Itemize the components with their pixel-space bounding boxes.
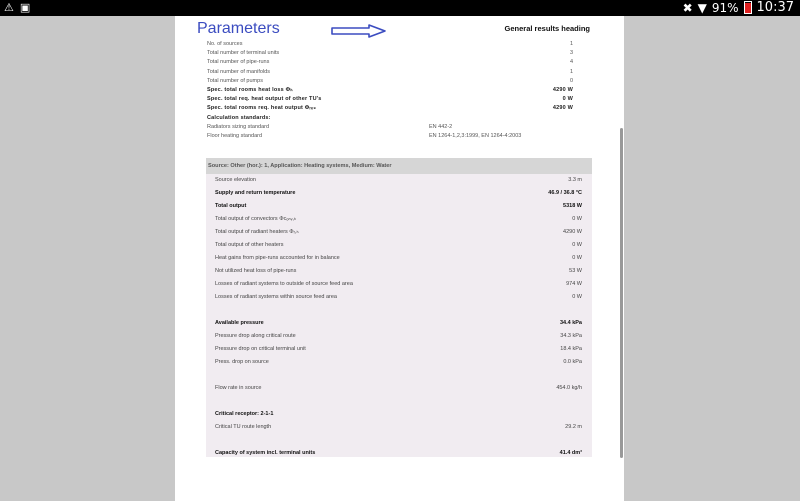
standard-row — [207, 123, 573, 133]
mute-icon: ✖ — [682, 0, 693, 15]
source-value: 0.0 kPa — [563, 359, 582, 365]
source-label: Not utilized heat loss of pipe-runs — [215, 268, 297, 274]
standard-label: Floor heating standard — [207, 133, 263, 140]
source-label: Pressure drop on critical terminal unit — [215, 346, 306, 352]
clock: 10:37 — [756, 0, 794, 15]
warning-icon: ⚠ — [4, 1, 14, 14]
source-row — [215, 226, 592, 239]
source-row — [215, 408, 592, 421]
parameter-label: Total number of manifolds — [207, 68, 270, 75]
source-row — [215, 317, 592, 330]
source-label: Capacity of system incl. terminal units — [215, 450, 316, 456]
parameter-label: Spec. total req. heat output of other TU's — [207, 96, 322, 103]
parameter-value: 4290 W — [552, 105, 573, 112]
parameter-value: 4 — [569, 59, 573, 66]
standard-label: Radiators sizing standard — [207, 123, 270, 130]
source-label: Total output of convectors Φᴄₒₙᵥ,ₕ — [215, 216, 297, 222]
parameter-row — [207, 104, 573, 113]
parameter-label: Total number of terminal units — [207, 50, 280, 57]
source-row — [215, 265, 592, 278]
source-value: 4290 W — [563, 229, 582, 235]
source-value: 0 W — [572, 242, 582, 248]
standard-value: EN 1264-1,2,3:1999, EN 1264-4:2003 — [429, 133, 522, 140]
document-page[interactable] — [175, 16, 624, 501]
scrollbar[interactable] — [620, 128, 623, 458]
source-value: 34.3 kPa — [560, 333, 582, 339]
source-label: Heat gains from pipe-runs accounted for in balance — [215, 255, 340, 261]
source-label: Losses of radiant systems to outside of source feed area — [215, 281, 353, 287]
source-row — [215, 382, 592, 408]
standard-row — [207, 132, 573, 142]
source-section — [206, 158, 592, 457]
parameter-value: 4290 W — [552, 86, 573, 93]
results-heading: General results heading — [504, 24, 590, 33]
source-label: Pressure drop along critical route — [215, 333, 296, 339]
source-label: Press. drop on source — [215, 359, 269, 365]
source-row — [215, 213, 592, 226]
battery-level — [745, 3, 751, 13]
parameter-value: 3 — [569, 50, 573, 57]
parameter-value: 0 W — [562, 96, 573, 103]
source-label: Supply and return temperature — [215, 190, 296, 196]
battery-percent: 91% — [711, 0, 739, 15]
source-value: 454.0 kg/h — [556, 385, 582, 391]
parameter-row — [207, 86, 573, 95]
parameter-value: 1 — [569, 68, 573, 75]
parameter-label: Total number of pipe-runs — [207, 59, 270, 66]
parameter-value: 0 — [569, 77, 573, 84]
arrow-right-icon — [331, 24, 387, 38]
source-label: Flow rate in source — [215, 385, 262, 391]
source-value: 46.9 / 36.8 °C — [548, 190, 582, 196]
source-row — [215, 187, 592, 200]
source-label: Total output of radiant heaters Φᵣ,ₕ — [215, 229, 299, 235]
status-bar — [0, 0, 800, 16]
source-label: Critical TU route length — [215, 424, 272, 430]
source-value: 34.4 kPa — [559, 320, 582, 326]
source-value: 29.2 m — [565, 424, 582, 430]
parameter-row — [207, 68, 573, 77]
source-row — [215, 447, 592, 460]
source-row — [215, 174, 592, 187]
parameter-row — [207, 95, 573, 104]
source-value: 5318 W — [563, 203, 582, 209]
page-title: Parameters — [197, 20, 280, 37]
source-value: 53 W — [569, 268, 582, 274]
source-value: 3.3 m — [568, 177, 582, 183]
source-row — [215, 291, 592, 317]
parameter-row — [207, 114, 573, 123]
source-value: 0 W — [572, 216, 582, 222]
source-label: Critical receptor: 2-1-1 — [215, 411, 274, 417]
source-value: 0 W — [572, 255, 582, 261]
status-right — [683, 0, 794, 15]
source-row — [215, 278, 592, 291]
source-value: 974 W — [566, 281, 582, 287]
parameter-label: Calculation standards: — [207, 114, 271, 121]
parameter-label: No. of sources — [207, 41, 243, 47]
source-row — [215, 330, 592, 343]
source-row — [215, 200, 592, 213]
parameter-label: Spec. total rooms req. heat output Φᵣₑ₉ — [207, 105, 317, 112]
parameter-row — [207, 49, 573, 58]
source-rows — [215, 174, 592, 460]
parameter-row — [207, 77, 573, 86]
parameter-row — [207, 58, 573, 67]
parameter-value: 1 — [569, 41, 573, 47]
parameter-label: Spec. total rooms heat loss Φₕ — [207, 86, 293, 93]
source-row — [215, 252, 592, 265]
source-label: Total output — [215, 203, 247, 209]
standard-value: EN 442-2 — [429, 123, 453, 130]
source-row — [215, 421, 592, 447]
parameter-list — [207, 40, 573, 142]
source-label: Total output of other heaters — [215, 242, 284, 248]
source-header: Source: Other (hor.): 1, Application: Heating systems, Medium: Water — [206, 158, 592, 174]
parameter-label: Total number of pumps — [207, 77, 263, 84]
source-value: 18.4 kPa — [560, 346, 582, 352]
parameter-row — [207, 40, 573, 49]
wifi-icon: ▼ — [697, 0, 707, 15]
source-row — [215, 239, 592, 252]
source-label: Source elevation — [215, 177, 256, 183]
status-left — [4, 1, 30, 14]
source-label: Losses of radiant systems within source feed area — [215, 294, 337, 300]
battery-icon — [744, 1, 752, 14]
gallery-icon: ▣ — [19, 1, 31, 14]
source-value: 41.4 dm³ — [559, 450, 582, 456]
source-row — [215, 343, 592, 356]
source-row — [215, 356, 592, 382]
source-label: Available pressure — [215, 320, 264, 326]
source-value: 0 W — [572, 294, 582, 300]
